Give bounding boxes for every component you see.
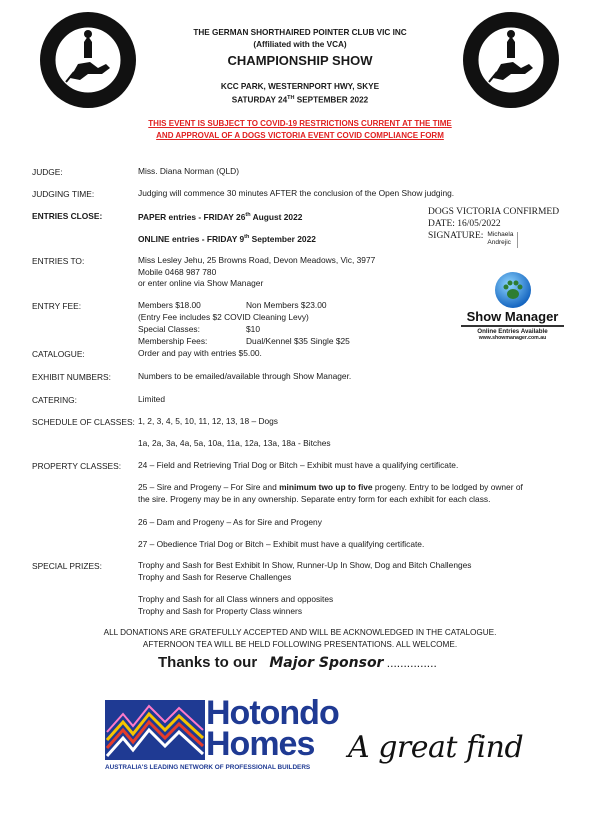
show-manager-name: Show Manager xyxy=(466,309,559,324)
signature-label: SIGNATURE: xyxy=(428,231,484,241)
judging-time-value: Judging will commence 30 minutes AFTER the conclusion of the Open Show judging. xyxy=(138,188,455,198)
catering-value: Limited xyxy=(138,394,165,404)
prize-line-3: Trophy and Sash for all Class winners and opposites xyxy=(138,594,334,604)
page-title: CHAMPIONSHIP SHOW xyxy=(227,53,373,68)
signer-name: Michaela Andrejic xyxy=(487,231,514,246)
judge-label: JUDGE: xyxy=(32,167,63,177)
online-entries: ONLINE entries - FRIDAY 9th September 2022 xyxy=(138,233,316,244)
entries-to-address: Miss Lesley Jehu, 25 Browns Road, Devon Meadows, Vic, 3977 xyxy=(138,255,376,265)
show-manager-logo xyxy=(455,270,570,341)
entry-fee-members: Members $18.00 xyxy=(138,300,201,310)
prize-line-1: Trophy and Sash for Best Exhibit In Show, Runner-Up In Show, Dog and Bitch Challenges xyxy=(138,560,472,570)
property-class-27: 27 – Obedience Trial Dog or Bitch – Exhibit must have a qualifying certificate. xyxy=(138,539,425,549)
show-date: SATURDAY 24TH SEPTEMBER 2022 xyxy=(231,95,369,105)
covid-notice-line1: THIS EVENT IS SUBJECT TO COVID-19 RESTRICTIONS CURRENT AT THE TIME xyxy=(148,119,452,128)
property-class-25: 25 – Sire and Progeny – For Sire and minimum two up to five progeny. Entry to be lodged by owner of xyxy=(138,482,523,492)
entry-fee-non-members: Non Members $23.00 xyxy=(246,300,327,310)
club-seal-left xyxy=(40,12,136,108)
sponsor-slogan: A great find xyxy=(348,730,524,765)
hotondo-wordmark: Hotondo Homes xyxy=(206,694,339,763)
entries-to-online: or enter online via Show Manager xyxy=(138,278,264,288)
entries-close-label: ENTRIES CLOSE: xyxy=(32,211,103,221)
schedule-label: SCHEDULE OF CLASSES: xyxy=(32,417,135,427)
donations-note: ALL DONATIONS ARE GRATEFULLY ACCEPTED AND WILL BE ACKNOWLEDGED IN THE CATALOGUE. xyxy=(103,628,497,637)
show-manager-tagline: Online Entries Available xyxy=(477,328,548,335)
covid-notice-line2: AND APPROVAL OF A DOGS VICTORIA EVENT COVID COMPLIANCE FORM xyxy=(156,131,444,140)
entry-fee-label: ENTRY FEE: xyxy=(32,301,82,311)
catering-label: CATERING: xyxy=(32,395,77,405)
club-name: THE GERMAN SHORTHAIRED POINTER CLUB VIC INC xyxy=(193,28,407,37)
membership-fees-value: Dual/Kennel $35 Single $25 xyxy=(246,336,350,346)
show-manager-url[interactable]: www.showmanager.com.au xyxy=(478,335,547,341)
digital-signature-stamp xyxy=(517,232,549,248)
entries-to-mobile: Mobile 0468 987 780 xyxy=(138,266,217,277)
club-seal-right xyxy=(463,12,559,108)
afternoon-tea-note: AFTERNOON TEA WILL BE HELD FOLLOWING PRESENTATIONS. ALL WELCOME. xyxy=(142,640,458,649)
property-class-26: 26 – Dam and Progeny – As for Sire and Progeny xyxy=(138,517,322,527)
entry-fee-levy: (Entry Fee includes $2 COVID Cleaning Levy) xyxy=(138,312,309,322)
hotondo-tagline: AUSTRALIA'S LEADING NETWORK OF PROFESSIONAL BUILDERS xyxy=(105,764,311,771)
entries-to-block xyxy=(138,255,375,290)
property-class-25-line2: the sire. Progeny may be in any ownership. Separate entry form for each exhibit for each class. xyxy=(138,494,491,504)
judging-time-label: JUDGING TIME: xyxy=(32,189,95,199)
exhibit-numbers-value: Numbers to be emailed/available through Show Manager. xyxy=(138,371,352,381)
exhibit-numbers-label: EXHIBIT NUMBERS: xyxy=(32,372,111,382)
special-classes-value: $10 xyxy=(246,324,260,334)
sponsor-thanks: Thanks to our Major Sponsor ............... xyxy=(158,654,437,671)
pointer-dog-icon xyxy=(463,12,559,108)
schedule-bitches: 1a, 2a, 3a, 4a, 5a, 10a, 11a, 12a, 13a, 18a - Bitches xyxy=(138,438,331,448)
hotondo-house-icon xyxy=(105,700,205,760)
confirmation-line1: DOGS VICTORIA CONFIRMED xyxy=(428,207,560,217)
prize-line-2: Trophy and Sash for Reserve Challenges xyxy=(138,572,292,582)
confirmation-date: DATE: 16/05/2022 xyxy=(428,219,501,229)
paper-entries: PAPER entries - FRIDAY 26th August 2022 xyxy=(138,211,303,222)
prize-line-4: Trophy and Sash for Property Class winners xyxy=(138,606,303,616)
venue: KCC PARK, WESTERNPORT HWY, SKYE xyxy=(220,82,380,91)
paw-icon xyxy=(493,270,533,310)
pointer-dog-icon xyxy=(40,12,136,108)
catalogue-label: CATALOGUE: xyxy=(32,349,85,359)
special-prizes-label: SPECIAL PRIZES: xyxy=(32,561,102,571)
entries-to-label: ENTRIES TO: xyxy=(32,256,85,266)
affiliation: (Affiliated with the VCA) xyxy=(253,40,347,49)
schedule-dogs: 1, 2, 3, 4, 5, 10, 11, 12, 13, 18 – Dogs xyxy=(138,416,278,426)
property-classes-label: PROPERTY CLASSES: xyxy=(32,461,122,471)
catalogue-value: Order and pay with entries $5.00. xyxy=(138,348,262,358)
dv-confirmation xyxy=(428,206,559,248)
major-sponsor: Major Sponsor xyxy=(269,655,384,671)
membership-fees-label: Membership Fees: xyxy=(138,336,208,346)
property-class-24: 24 – Field and Retrieving Trial Dog or Bitch – Exhibit must have a qualifying certificate. xyxy=(138,460,459,470)
judge-value: Miss. Diana Norman (QLD) xyxy=(138,166,239,176)
special-classes-label: Special Classes: xyxy=(138,324,200,334)
